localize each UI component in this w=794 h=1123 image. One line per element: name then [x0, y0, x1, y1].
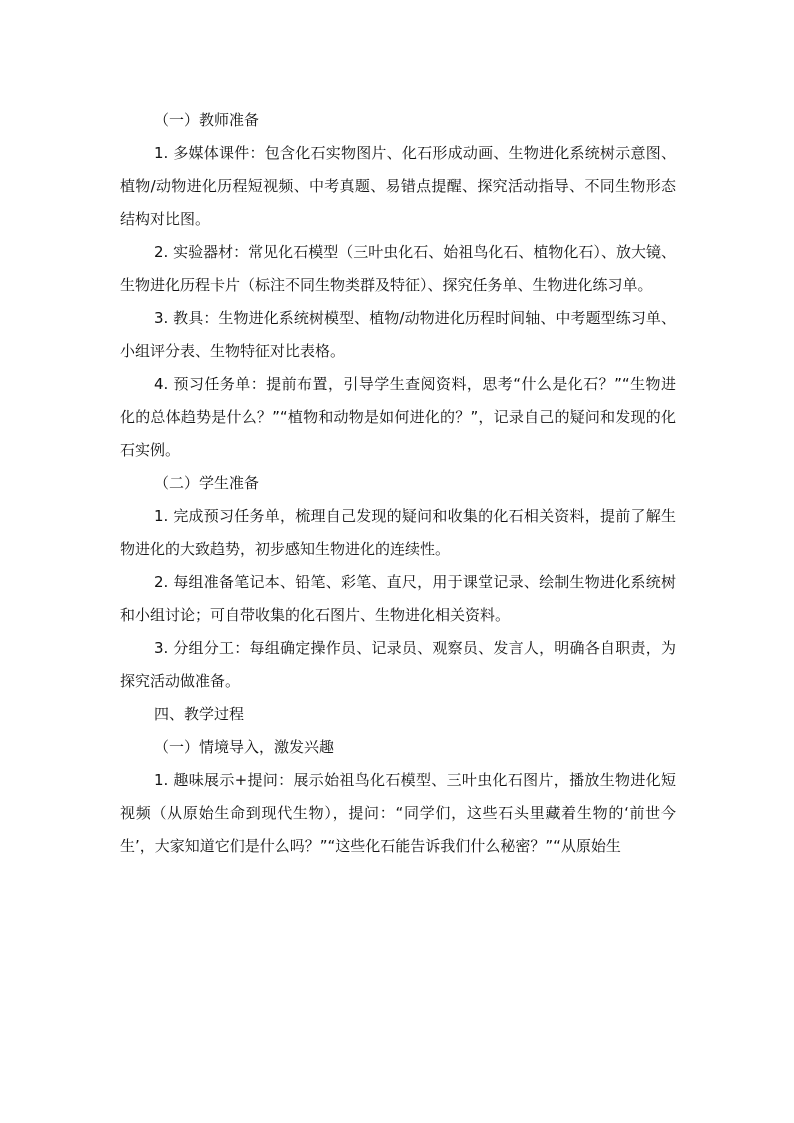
- paragraph-preview-task: 4. 预习任务单：提前布置，引导学生查阅资料，思考“什么是化石？”“生物进化的总体趋势是什么？”“植物和动物是如何进化的？”，记录自己的疑问和发现的化石实例。: [120, 375, 676, 459]
- paragraph-group-roles: 3. 分组分工：每组确定操作员、记录员、观察员、发言人，明确各自职责，为探究活动做准备。: [120, 639, 676, 690]
- paragraph-group-materials: 2. 每组准备笔记本、铅笔、彩笔、直尺，用于课堂记录、绘制生物进化系统树和小组讨论；可自带收集的化石图片、生物进化相关资料。: [120, 573, 676, 624]
- heading-teacher-preparation: （一）教师准备: [154, 111, 260, 129]
- paragraph-teaching-aids: 3. 教具：生物进化系统树模型、植物/动物进化历程时间轴、中考题型练习单、小组评分表、生物特征对比表格。: [120, 309, 676, 360]
- paragraph-complete-preview: 1. 完成预习任务单，梳理自己发现的疑问和收集的化石相关资料，提前了解生物进化的大致趋势，初步感知生物进化的连续性。: [120, 507, 676, 558]
- heading-scenario-introduction: （一）情境导入，激发兴趣: [154, 738, 335, 756]
- paragraph-fun-display: 1. 趣味展示+提问：展示始祖鸟化石模型、三叶虫化石图片，播放生物进化短视频（从原始生命到现代生物），提问：“同学们，这些石头里藏着生物的‘前世今生’，大家知道它们是什么吗？”“这些化石能告诉我们什么秘密？”“从原始生: [120, 771, 676, 855]
- paragraph-multimedia-courseware: 1. 多媒体课件：包含化石实物图片、化石形成动画、生物进化系统树示意图、植物/动物进化历程短视频、中考真题、易错点提醒、探究活动指导、不同生物形态结构对比图。: [120, 144, 676, 228]
- paragraph-experiment-equipment: 2. 实验器材：常见化石模型（三叶虫化石、始祖鸟化石、植物化石）、放大镜、生物进化历程卡片（标注不同生物类群及特征）、探究任务单、生物进化练习单。: [120, 243, 676, 294]
- heading-student-preparation: （二）学生准备: [154, 474, 260, 492]
- heading-teaching-process: 四、教学过程: [154, 705, 245, 723]
- document-body: [120, 104, 676, 863]
